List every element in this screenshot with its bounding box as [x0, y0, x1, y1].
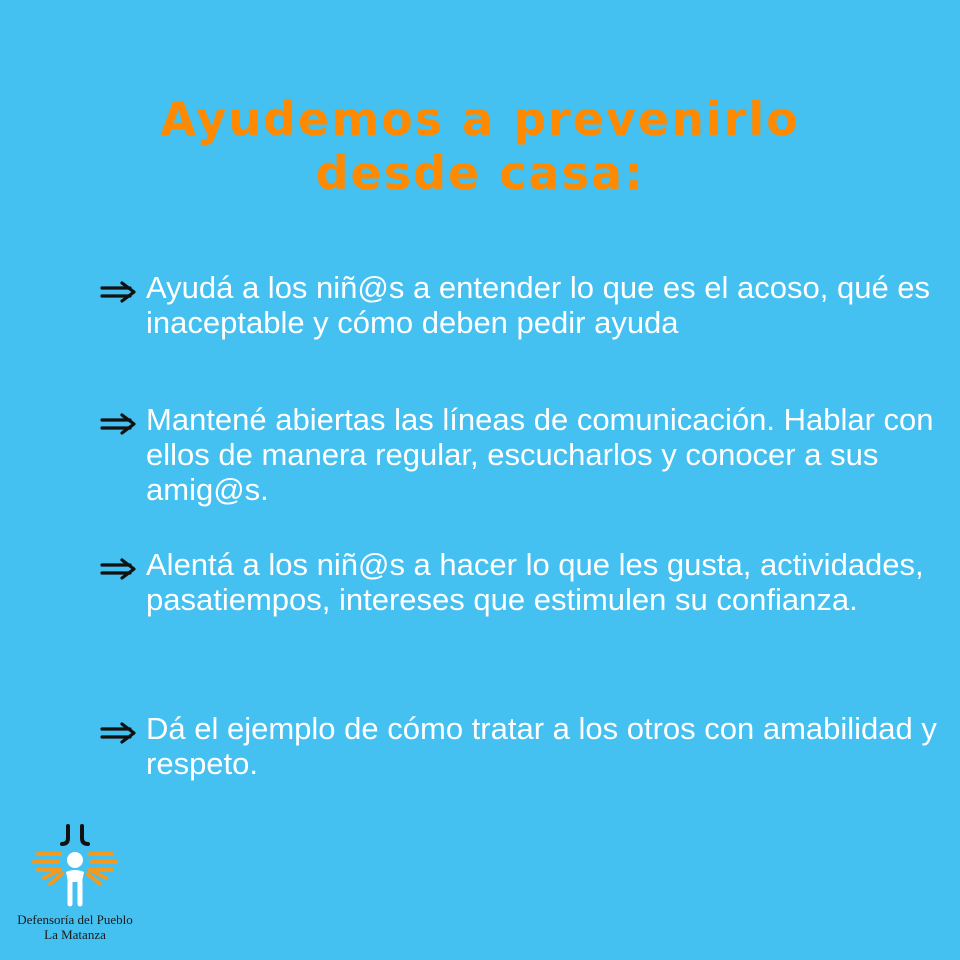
double-arrow-right-icon: [100, 557, 140, 581]
logo-caption: [6, 912, 144, 942]
poster-title: [0, 92, 960, 200]
tip-text: Dá el ejemplo de cómo tratar a los otros con amabilidad y respeto.: [146, 711, 937, 781]
tip-text: Mantené abiertas las líneas de comunicación. Hablar con ellos de manera regular, escucharlos y conocer a sus amig@s.: [146, 402, 934, 507]
title-line-2: desde casa:: [315, 146, 645, 200]
double-arrow-right-icon: [100, 280, 140, 304]
defensoria-emblem-icon: [30, 822, 120, 910]
double-arrow-right-icon: [100, 412, 140, 436]
tip-text: Ayudá a los niñ@s a entender lo que es el acoso, qué es inaceptable y cómo deben pedir ayuda: [146, 270, 931, 340]
organization-logo: [6, 822, 146, 952]
tip-text: Alentá a los niñ@s a hacer lo que les gusta, actividades, pasatiempos, intereses que estimulen su confianza.: [146, 547, 924, 617]
logo-name-line-2: La Matanza: [44, 927, 106, 942]
double-arrow-right-icon: [100, 721, 140, 745]
logo-name-line-1: Defensoría del Pueblo: [17, 912, 133, 927]
title-line-1: Ayudemos a prevenirlo: [160, 92, 800, 146]
